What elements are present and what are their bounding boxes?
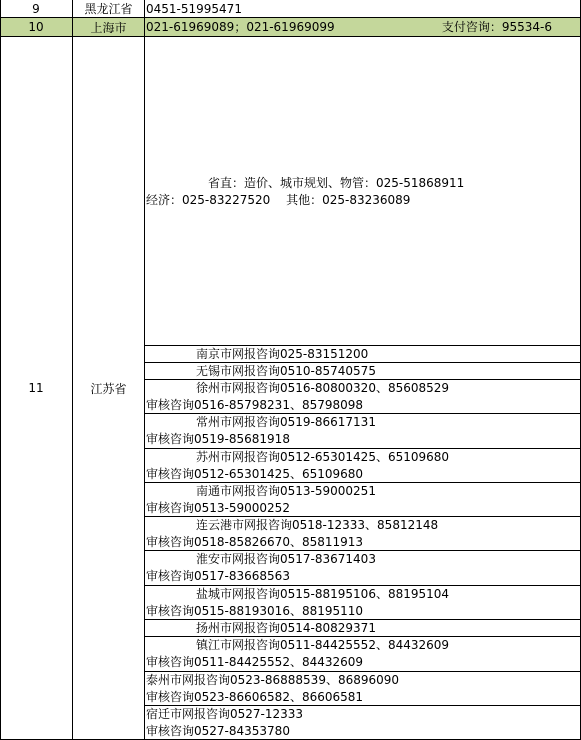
province-cell <box>73 0 145 18</box>
city-line: 苏州市网报咨询0512-65301425、65109680 <box>196 450 450 464</box>
row-number-cell <box>0 37 73 740</box>
city-contact-row <box>145 585 581 619</box>
city-line: 审核咨询0512-65301425、65109680 <box>146 467 364 481</box>
row-number: 9 <box>32 1 40 16</box>
city-contact-row <box>145 362 581 379</box>
city-contact-row <box>145 345 581 362</box>
city-line: 盐城市网报咨询0515-88195106、88195104 <box>196 587 450 601</box>
province-name: 黑龙江省 <box>84 2 133 16</box>
city-line: 泰州市网报咨询0523-86888539、86896090 <box>146 673 400 687</box>
city-line: 扬州市网报咨询0514-80829371 <box>196 621 376 635</box>
city-line: 南通市网报咨询0513-59000251 <box>196 484 376 498</box>
city-contact-row <box>145 705 581 740</box>
city-line: 审核咨询0511-84425552、84432609 <box>146 655 364 669</box>
city-line: 淮安市网报咨询0517-83671403 <box>196 552 376 566</box>
city-contact-row <box>145 379 581 413</box>
city-line: 审核咨询0513-59000252 <box>146 501 290 515</box>
row-number-cell <box>0 0 73 18</box>
city-line: 审核咨询0518-85826670、85811913 <box>146 535 364 549</box>
province-cell <box>73 18 145 37</box>
province-name: 上海市 <box>90 20 127 35</box>
contact-text: 0451-51995471 <box>146 2 242 16</box>
city-line: 连云港市网报咨询0518-12333、85812148 <box>196 518 439 532</box>
city-line: 宿迁市网报咨询0527-12333 <box>146 707 304 721</box>
city-contact-row <box>145 671 581 705</box>
provincial-line: 省直：造价、城市规划、物管：025-51868911 <box>208 176 465 190</box>
city-line: 无锡市网报咨询0510-85740575 <box>196 364 376 378</box>
city-contact-row <box>145 636 581 671</box>
city-contact-row <box>145 413 581 448</box>
city-contact-row <box>145 448 581 482</box>
city-line: 审核咨询0515-88193016、88195110 <box>146 604 364 618</box>
contact-cell <box>145 0 581 18</box>
province-cell <box>73 37 145 740</box>
city-line: 徐州市网报咨询0516-80800320、85608529 <box>196 381 450 395</box>
city-contact-row <box>145 619 581 636</box>
provincial-line: 经济：025-83227520 其他：025-83236089 <box>146 193 411 207</box>
row-number: 10 <box>28 20 44 34</box>
city-line: 审核咨询0517-83668563 <box>146 569 290 583</box>
city-line: 常州市网报咨询0519-86617131 <box>196 415 376 429</box>
payment-hotline: 支付咨询：95534-6 <box>441 20 552 34</box>
city-line: 审核咨询0523-86606582、86606581 <box>146 690 364 704</box>
city-line: 镇江市网报咨询0511-84425552、84432609 <box>196 638 450 652</box>
table-left-border <box>0 0 1 740</box>
row-number: 11 <box>28 381 44 395</box>
city-line: 审核咨询0527-84353780 <box>146 724 290 738</box>
contact-text: 021-61969089；021-61969099 <box>146 20 335 34</box>
contact-cell <box>145 18 581 37</box>
province-name: 江苏省 <box>90 381 127 396</box>
city-line: 南京市网报咨询025-83151200 <box>196 347 369 361</box>
provincial-contact-cell <box>145 37 581 345</box>
city-contact-row <box>145 482 581 516</box>
city-line: 审核咨询0519-85681918 <box>146 432 290 446</box>
city-contact-row <box>145 516 581 550</box>
row-number-cell <box>0 18 73 37</box>
city-line: 审核咨询0516-85798231、85798098 <box>146 398 364 412</box>
city-contact-row <box>145 550 581 585</box>
